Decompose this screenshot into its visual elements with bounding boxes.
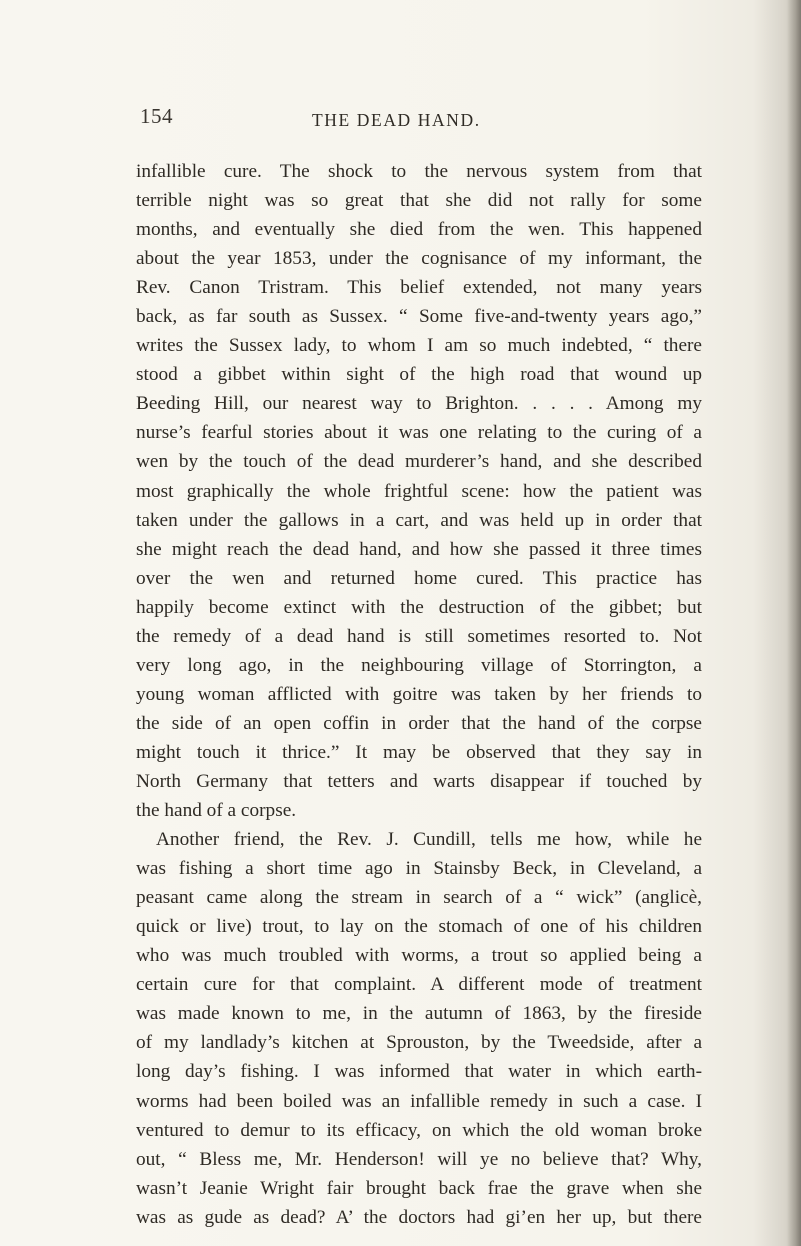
text-line: wasn’t Jeanie Wright fair brought back frae the grave when she	[136, 1177, 702, 1199]
text-line: happily become extinct with the destruction of the gibbet; but	[136, 596, 702, 618]
text-line: taken under the gallows in a cart, and was held up in order that	[136, 509, 702, 531]
text-line: was as gude as dead? A’ the doctors had gi’en her up, but there	[136, 1206, 702, 1228]
paragraph-start-line: Another friend, the Rev. J. Cundill, tells me how, while he	[156, 829, 702, 851]
page-edge-shadow	[787, 0, 801, 1246]
body-text	[136, 157, 702, 1232]
text-line: she might reach the dead hand, and how she passed it three times	[136, 538, 702, 560]
text-line: the side of an open coffin in order that the hand of the corpse	[136, 712, 702, 734]
text-line: about the year 1853, under the cognisance of my informant, the	[136, 248, 702, 270]
text-line: of my landlady’s kitchen at Sprouston, by the Tweedside, after a	[136, 1032, 702, 1054]
text-line: was fishing a short time ago in Stainsby Beck, in Cleveland, a	[136, 858, 702, 880]
paragraph-end-line: the hand of a corpse.	[136, 800, 297, 822]
text-line: North Germany that tetters and warts disappear if touched by	[136, 770, 702, 792]
text-line: was made known to me, in the autumn of 1863, by the fireside	[136, 1003, 702, 1025]
text-line: infallible cure. The shock to the nervous system from that	[136, 161, 702, 182]
text-line: nurse’s fearful stories about it was one relating to the curing of a	[136, 422, 702, 444]
text-line: quick or live) trout, to lay on the stomach of one of his children	[136, 916, 702, 938]
text-line: back, as far south as Sussex. “ Some five-and-twenty years ago,”	[136, 306, 702, 328]
text-line: writes the Sussex lady, to whom I am so much indebted, “ there	[136, 335, 702, 357]
text-line: stood a gibbet within sight of the high road that wound up	[136, 364, 702, 386]
text-line: months, and eventually she died from the wen. This happened	[136, 219, 702, 241]
text-line: very long ago, in the neighbouring village of Storrington, a	[136, 654, 702, 676]
text-line: wen by the touch of the dead murderer’s hand, and she described	[136, 451, 702, 473]
text-line: out, “ Bless me, Mr. Henderson! will ye no believe that? Why,	[136, 1148, 702, 1170]
page-header	[140, 104, 700, 144]
text-line: might touch it thrice.” It may be observed that they say in	[136, 741, 702, 763]
text-line: the remedy of a dead hand is still sometimes resorted to. Not	[136, 625, 702, 647]
text-line: young woman afflicted with goitre was taken by her friends to	[136, 683, 702, 705]
text-line: peasant came along the stream in search of a “ wick” (anglicè,	[136, 887, 702, 909]
page-number: 154	[140, 104, 173, 128]
running-head: THE DEAD HAND.	[312, 110, 481, 130]
text-line: worms had been boiled was an infallible remedy in such a case. I	[136, 1090, 702, 1112]
text-line: who was much troubled with worms, a trout so applied being a	[136, 945, 702, 967]
text-line: most graphically the whole frightful scene: how the patient was	[136, 480, 702, 502]
text-line: ventured to demur to its efficacy, on which the old woman broke	[136, 1119, 702, 1141]
text-line: certain cure for that complaint. A different mode of treatment	[136, 974, 702, 996]
text-line: terrible night was so great that she did not rally for some	[136, 190, 702, 212]
text-line: Beeding Hill, our nearest way to Brighton. . . . . Among my	[136, 393, 702, 415]
text-line: Rev. Canon Tristram. This belief extended, not many years	[136, 277, 702, 299]
text-line: over the wen and returned home cured. This practice has	[136, 567, 702, 589]
text-line: long day’s fishing. I was informed that water in which earth-	[136, 1061, 702, 1083]
